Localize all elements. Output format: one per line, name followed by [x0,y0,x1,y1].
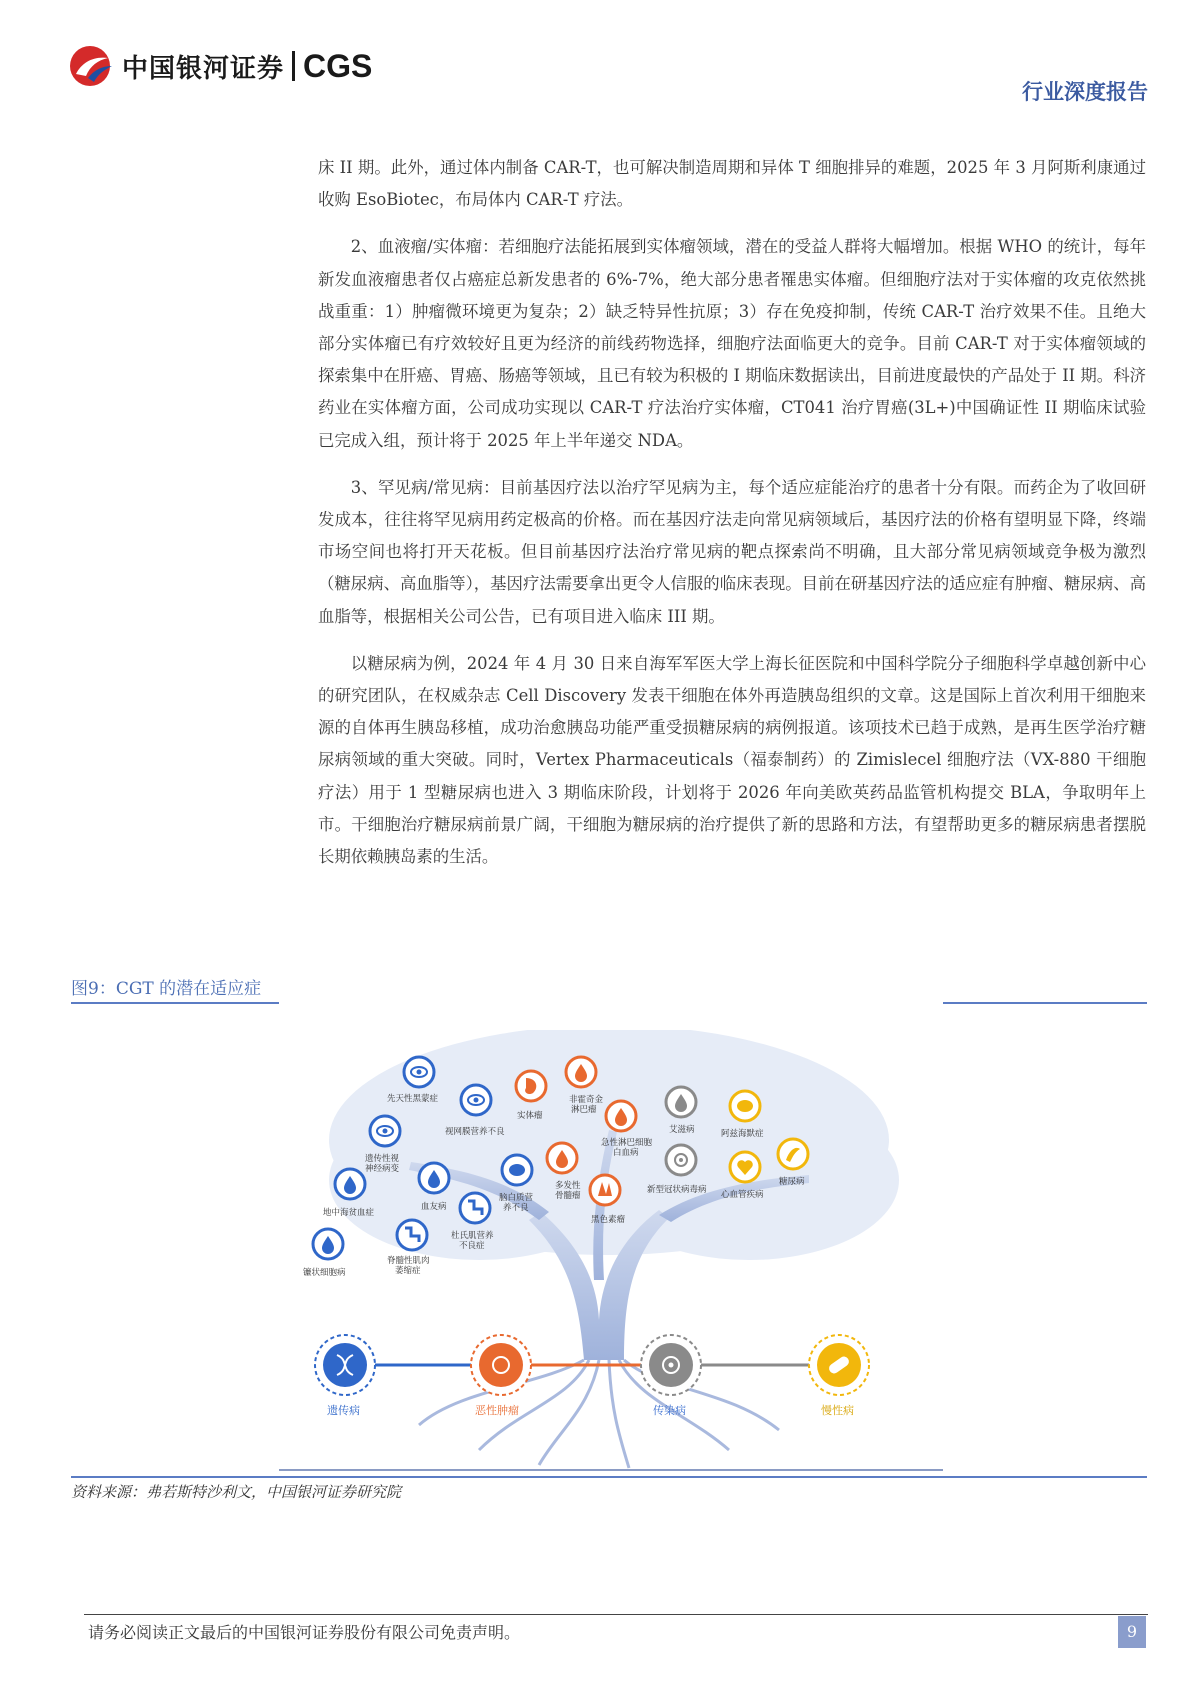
brain-icon [730,1091,760,1121]
label-hemophilia: 血友病 [421,1202,447,1212]
tumor-cell-icon [471,1335,531,1395]
label-nhl-2: 淋巴瘤 [571,1105,597,1115]
figure-source: 资料来源：弗若斯特沙利文，中国银河证券研究院 [71,1483,402,1501]
paragraph-2: 2、血液瘤/实体瘤：若细胞疗法能拓展到实体瘤领域，潜在的受益人群将大幅增加。根据 WHO 的统计，每年新发血液瘤患者仅占癌症总新发患者的 6%-7%，绝大部分患者罹患实体瘤。但细胞疗法对于实体瘤的攻克依然挑战重重：1）肿瘤微环境更为复杂；2）缺乏特异性抗原；3）存在免疫抑制，传统 CAR-T 治疗效果不佳。且绝大部分实体瘤已有疗效较好且更为经济的前线药物选择，细胞疗法面临更大的竞争。目前 CAR-T 对于实体瘤领域的探索集中在肝癌、胃癌、肠癌等领域，且已有较为积极的 I 期临床数据读出，目前进度最快的产品处于 II 期。科济药业在实体瘤方面，公司成功实现以 CAR-T 疗法治疗实体瘤，CT041 治疗胃癌(3L+)中国确证性 II 期临床试验已完成入组，预计将于 2025 年上半年递交 NDA。 [318,237,1146,450]
label-hereditary-optic-2: 神经病变 [365,1164,400,1174]
virus-icon [666,1145,696,1175]
label-sma-2: 萎缩症 [395,1266,421,1276]
paragraph-1: 床 II 期。此外，通过体内制备 CAR-T，也可解决制造周期和异体 T 细胞排异的难题，2025 年 3 月阿斯利康通过收购 EsoBiotec，布局体内 CAR-T 疗法。 [318,158,1146,210]
stomach-icon [516,1071,546,1101]
category-infectious: 传染病 [653,1404,686,1417]
pancreas-icon [778,1139,808,1169]
label-dmd: 杜氏肌营养 [451,1231,494,1241]
muscle-icon [397,1220,427,1250]
label-covid: 新型冠状病毒病 [647,1185,707,1195]
label-myeloma: 多发性 [555,1181,581,1191]
label-thalassemia: 地中海贫血症 [323,1208,375,1218]
blood-drop-icon [566,1057,596,1087]
label-leukodystrophy: 脑白质营 [499,1193,534,1203]
galaxy-logo-icon [68,44,114,88]
category-tumor: 恶性肿瘤 [475,1404,519,1417]
label-congenital-amaurosis: 先天性黑蒙症 [387,1094,439,1104]
label-solid-tumor: 实体瘤 [517,1111,543,1121]
label-retinal-dystrophy: 视网膜营养不良 [445,1127,505,1137]
figure-title-rule-right [943,1002,1147,1004]
brain-icon [502,1155,532,1185]
blood-drop-icon [666,1087,696,1117]
label-hereditary-optic: 遗传性视 [365,1154,400,1164]
label-dmd-2: 不良症 [459,1241,485,1251]
label-diabetes: 糖尿病 [779,1177,805,1187]
brand-logo [68,44,372,88]
label-nhl: 非霍奇金 [569,1095,604,1105]
figure-title: 图9：CGT 的潜在适应症 [71,979,262,999]
label-alzheimer: 阿兹海默症 [721,1129,764,1139]
footer-disclaimer: 请务必阅读正文最后的中国银河证券股份有限公司免责声明。 [88,1623,521,1642]
eye-icon [404,1057,434,1087]
muscle-icon [460,1193,490,1223]
cgt-indication-tree [279,1030,943,1470]
pill-icon [809,1335,869,1395]
source-rule [71,1476,1147,1478]
label-all: 急性淋巴细胞 [601,1138,653,1148]
blood-drop-icon [419,1163,449,1193]
label-aids: 艾滋病 [669,1125,695,1135]
eye-icon [370,1116,400,1146]
brand-separator [292,51,295,81]
brand-name-cn: 中国银河证券 [122,53,285,84]
paragraph-4: 以糖尿病为例，2024 年 4 月 30 日来自海军军医大学上海长征医院和中国科学院分子细胞科学卓越创新中心的研究团队，在权威杂志 Cell Discovery 发表干细胞在体外再造胰岛组织的文章。这是国际上首次利用干细胞来源的自体再生胰岛移植，成功治愈胰岛功能严重受损糖尿病的病例报道。该项技术已趋于成熟，是再生医学治疗糖尿病领域的重大突破。同时，Vertex Pharmaceuticals（福泰制药）的 Zimislecel 细胞疗法（VX-880 干细胞疗法）用于 1 型糖尿病也进入 3 期临床阶段，计划将于 2026 年向美欧英药品监管机构提交 BLA，争取明年上市。干细胞治疗糖尿病前景广阔，干细胞为糖尿病的治疗提供了新的思路和方法，有望帮助更多的糖尿病患者摆脱长期依赖胰岛素的生活。 [318,653,1146,867]
tree-roots [419,1360,779,1468]
heart-icon [730,1152,760,1182]
label-all-2: 白血病 [613,1148,639,1158]
category-chronic: 慢性病 [821,1404,854,1417]
blood-drop-icon [547,1143,577,1173]
label-sma: 脊髓性肌肉 [387,1256,430,1266]
paragraph-3: 3、罕见病/常见病：目前基因疗法以治疗罕见病为主，每个适应症能治疗的患者十分有限。而药企为了收回研发成本，往往将罕见病用药定极高的价格。而在基因疗法走向常见病领域后，基因疗法的价格有望明显下降，终端市场空间也将打开天花板。但目前基因疗法治疗常见病的靶点探索尚不明确，且大部分常见病领域竞争极为激烈（糖尿病、高血脂等），基因疗法需要拿出更令人信服的临床表现。目前在研基因疗法的适应症有肿瘤、糖尿病、高血脂等，根据相关公司公告，已有项目进入临床 III 期。 [318,477,1146,626]
body-text [318,152,1146,888]
blood-drop-icon [335,1169,365,1199]
hand-icon [590,1175,620,1205]
label-melanoma: 黑色素瘤 [591,1215,626,1225]
blood-drop-icon [313,1229,343,1259]
dna-icon [315,1335,375,1395]
brand-name-en: CGS [303,47,373,84]
report-type: 行业深度报告 [1022,79,1148,104]
page-number: 9 [1118,1616,1146,1648]
blood-drop-icon [606,1101,636,1131]
figure-bottom-rule [279,1469,943,1471]
eye-icon [461,1085,491,1115]
virus-icon [641,1335,701,1395]
label-sickle-cell: 镰状细胞病 [303,1268,346,1278]
category-genetic: 遗传病 [327,1404,360,1417]
footer-rule [84,1614,1148,1615]
label-leukodystrophy-2: 养不良 [503,1203,529,1213]
figure-title-rule [71,1002,279,1004]
label-cardiovascular: 心血管疾病 [721,1190,764,1200]
label-myeloma-2: 骨髓瘤 [555,1191,581,1201]
